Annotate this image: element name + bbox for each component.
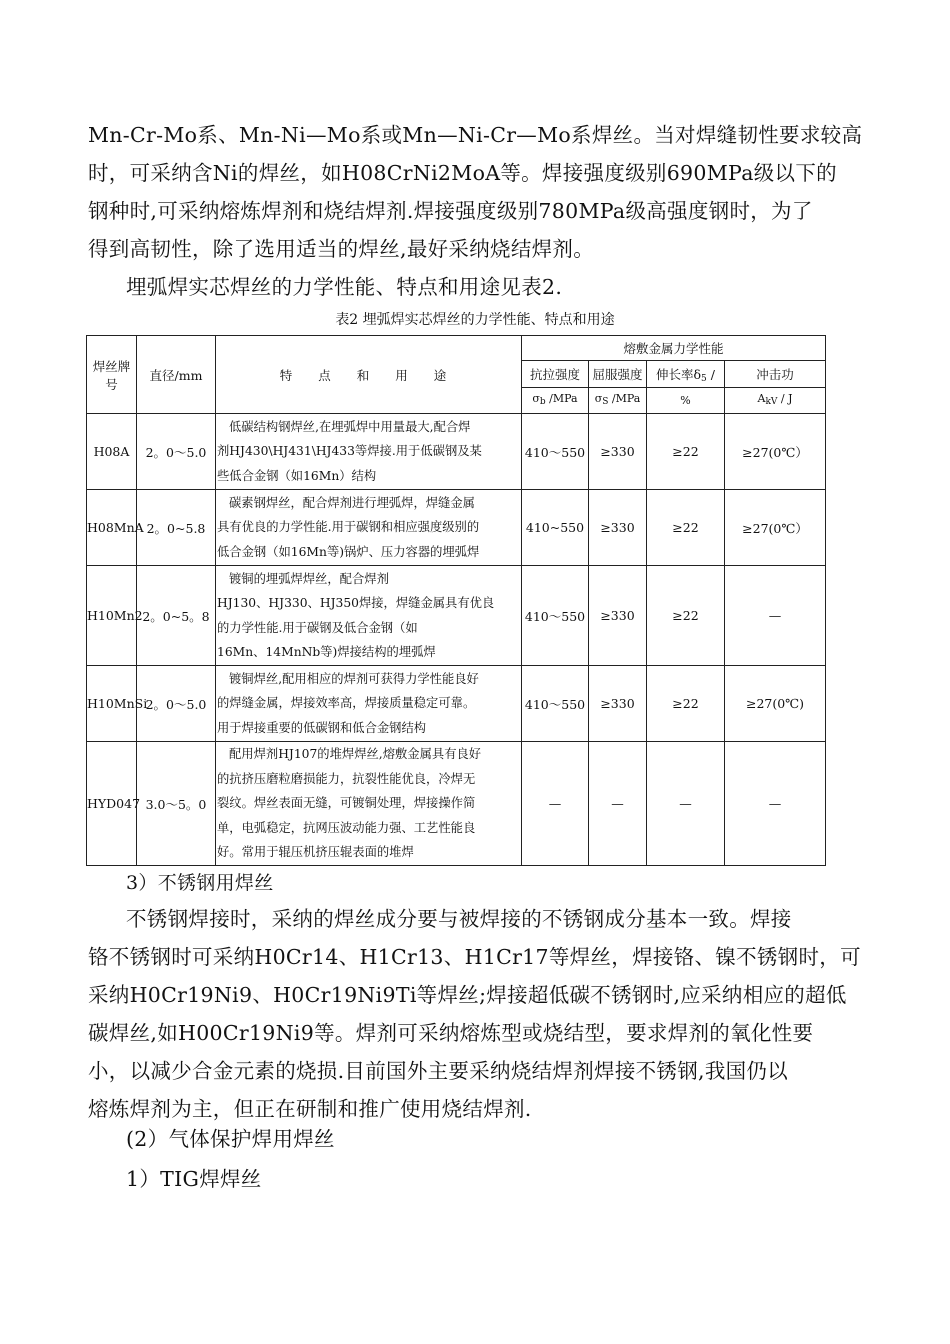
cell-impact: ≥27(0℃) (725, 666, 826, 742)
cell-tensile: — (522, 742, 589, 866)
usage-line: 些低合金钢（如16Mn）结构 (217, 468, 377, 483)
header-impact: 冲击功 (725, 361, 826, 388)
cell-impact: — (725, 742, 826, 866)
table-reference-paragraph (88, 268, 906, 306)
text-line: 钢种时,可采纳熔炼焊剂和烧结焊剂.焊接强度级别780MPa级高强度钢时，为了 (88, 199, 813, 223)
cell-diameter: 2。0～5.0 (137, 666, 216, 742)
table-caption: 表2 埋弧焊实芯焊丝的力学性能、特点和用途 (335, 312, 615, 328)
intro-paragraph (88, 116, 868, 268)
header-text: 号 (105, 376, 118, 392)
header-tensile-unit (522, 388, 589, 414)
cell-yield: — (589, 742, 647, 866)
cell-elongation: ≥22 (647, 414, 725, 490)
cell-usage (216, 666, 522, 742)
cell-impact: ≥27(0℃） (725, 414, 826, 490)
cell-wire: H08A (87, 414, 137, 490)
header-elongation-unit: % (647, 388, 725, 414)
header-yield-unit (589, 388, 647, 414)
table-row (87, 566, 826, 666)
usage-line: 镀铜的埋弧焊焊丝，配合焊剂 (229, 571, 389, 586)
header-text: 伸长率δ (656, 366, 702, 382)
header-text: σ (532, 392, 540, 405)
header-text: 焊丝牌 (92, 358, 131, 374)
usage-line: 裂纹。焊丝表面无缝，可镀铜处理，焊接操作简 (217, 796, 476, 811)
header-text: σ (594, 392, 603, 405)
usage-line: 单，电弧稳定，抗网压波动能力强、工艺性能良 (217, 820, 476, 835)
table-row (87, 742, 826, 866)
cell-yield: ≥330 (589, 666, 647, 742)
header-text: /MPa (608, 392, 641, 405)
cell-tensile: 410~550 (522, 490, 589, 566)
cell-wire: H08MnA (87, 490, 137, 566)
table-header-row (87, 336, 826, 361)
usage-line: 16Mn、14MnNb等)焊接结构的埋弧焊 (217, 645, 436, 659)
cell-impact: ≥27(0℃） (725, 490, 826, 566)
text-line: 得到高韧性，除了选用适当的焊丝,最好采纳烧结焊剂。 (88, 237, 595, 261)
usage-line: 低合金钢（如16Mn等)锅炉、压力容器的埋弧焊 (217, 544, 480, 559)
cell-elongation: — (647, 742, 725, 866)
usage-line: 好。常用于辊压机挤压辊表面的堆焊 (217, 845, 414, 860)
usage-line: 剂HJ430\HJ431\HJ433等焊接.用于低碳钢及某 (217, 444, 482, 459)
usage-line: 的力学性能.用于碳钢及低合金钢（如 (217, 620, 418, 635)
header-text: /MPa (545, 392, 578, 405)
header-diameter: 直径/mm (137, 336, 216, 414)
text-line: 小，以减少合金元素的烧损.目前国外主要采纳烧结焊剂焊接不锈钢,我国仍以 (88, 1059, 789, 1083)
cell-yield: ≥330 (589, 490, 647, 566)
usage-line: 的抗挤压磨粒磨损能力，抗裂性能优良，冷焊无 (217, 771, 476, 786)
text-line: 不锈钢焊接时，采纳的焊丝成分要与被焊接的不锈钢成分基本一致。焊接 (126, 907, 792, 931)
table-row (87, 414, 826, 490)
usage-line: 配用焊剂HJ107的堆焊焊丝,熔敷金属具有良好 (229, 747, 482, 762)
text-line: Mn-Cr-Mo系、Mn-Ni—Mo系或Mn—Ni-Cr—Mo系焊丝。当对焊缝韧性要求较高 (88, 123, 863, 147)
header-subscript: kV (765, 397, 778, 407)
section-heading-stainless (126, 864, 906, 902)
cell-usage (216, 566, 522, 666)
text-line: 埋弧焊实芯焊丝的力学性能、特点和用途见表2. (126, 275, 563, 299)
text-line: 3）不锈钢用焊丝 (126, 872, 274, 894)
header-yield: 屈服强度 (589, 361, 647, 388)
table-row (87, 666, 826, 742)
welding-wire-table (86, 335, 826, 866)
header-mechanical-properties: 熔敷金属力学性能 (522, 336, 826, 361)
cell-diameter: 2。0~5。8 (137, 566, 216, 666)
header-subscript: S (602, 397, 609, 407)
header-usage: 特 点 和 用 途 (216, 336, 522, 414)
cell-wire: H10Mn2 (87, 566, 137, 666)
text-line: 时，可采纳含Ni的焊丝，如H08CrNi2MoA等。焊接强度级别690MPa级以下的 (88, 161, 837, 185)
cell-diameter: 2。0~5.8 (137, 490, 216, 566)
usage-line: 碳素钢焊丝，配合焊剂进行埋弧焊，焊缝金属 (229, 495, 475, 510)
cell-usage (216, 490, 522, 566)
header-subscript: b (539, 397, 546, 407)
section-heading-tig (126, 1160, 906, 1198)
cell-tensile: 410～550 (522, 566, 589, 666)
header-wire-grade (87, 336, 137, 414)
usage-line: 用于焊接重要的低碳钢和低合金钢结构 (217, 720, 427, 735)
text-line: 采纳H0Cr19Ni9、H0Cr19Ni9Ti等焊丝;焊接超低碳不锈钢时,应采纳相应的超低 (88, 983, 847, 1007)
header-text: / J (777, 392, 793, 405)
header-text: A (757, 392, 766, 405)
text-line: 碳焊丝,如H00Cr19Ni9等。焊剂可采纳熔炼型或烧结型，要求焊剂的氧化性要 (88, 1021, 814, 1045)
cell-diameter: 2。0～5.0 (137, 414, 216, 490)
section-heading-gas-shielded (126, 1120, 906, 1158)
stainless-paragraph (88, 900, 868, 1128)
cell-elongation: ≥22 (647, 566, 725, 666)
cell-yield: ≥330 (589, 414, 647, 490)
usage-line: 的焊缝金属，焊接效率高，焊接质量稳定可靠。 (217, 696, 476, 711)
header-impact-unit (725, 388, 826, 414)
cell-yield: ≥330 (589, 566, 647, 666)
header-tensile: 抗拉强度 (522, 361, 589, 388)
header-text: / (706, 366, 715, 382)
usage-line: HJ130、HJ330、HJ350焊接，焊缝金属具有优良 (217, 596, 495, 610)
text-line: 熔炼焊剂为主，但正在研制和推广使用烧结焊剂. (88, 1097, 532, 1121)
header-subscript: 5 (701, 373, 707, 384)
table-row (87, 490, 826, 566)
usage-line: 具有优良的力学性能.用于碳钢和相应强度级别的 (217, 520, 480, 535)
header-elongation (647, 361, 725, 388)
cell-elongation: ≥22 (647, 666, 725, 742)
cell-usage (216, 742, 522, 866)
cell-elongation: ≥22 (647, 490, 725, 566)
text-line: 1）TIG焊焊丝 (126, 1167, 262, 1191)
cell-wire: HYD047 (87, 742, 137, 866)
cell-diameter: 3.0～5。0 (137, 742, 216, 866)
cell-impact: — (725, 566, 826, 666)
cell-wire: H10MnSi (87, 666, 137, 742)
text-line: (2）气体保护焊用焊丝 (126, 1127, 335, 1151)
cell-tensile: 410～550 (522, 666, 589, 742)
usage-line: 镀铜焊丝,配用相应的焊剂可获得力学性能良好 (229, 671, 479, 686)
text-line: 铬不锈钢时可采纳H0Cr14、H1Cr13、H1Cr17等焊丝，焊接铬、镍不锈钢时，可 (88, 945, 861, 969)
cell-tensile: 410～550 (522, 414, 589, 490)
cell-usage (216, 414, 522, 490)
usage-line: 低碳结构钢焊丝,在埋弧焊中用量最大,配合焊 (229, 419, 471, 434)
